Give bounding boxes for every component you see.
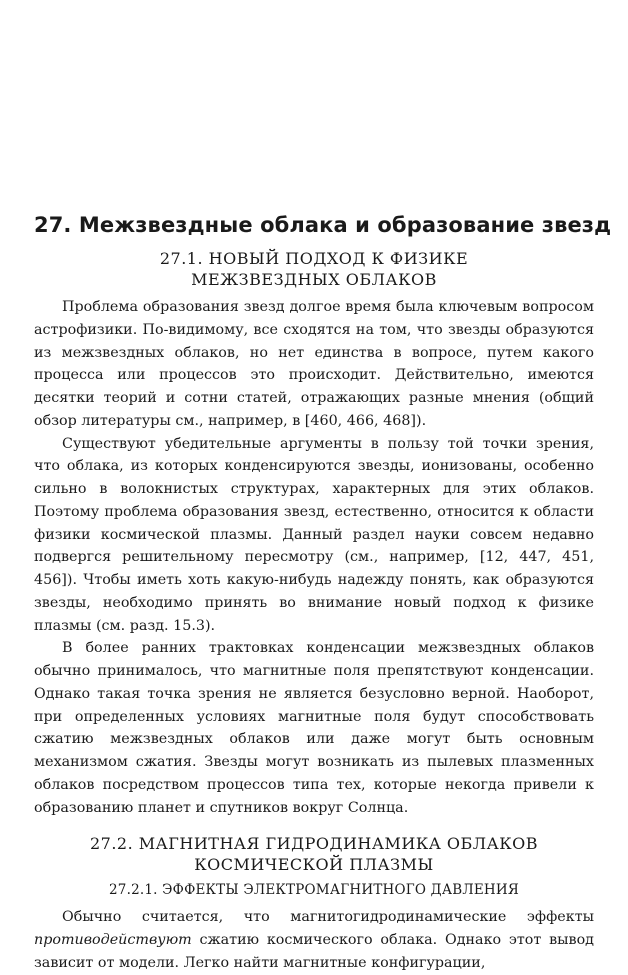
chapter-title: 27. Межзвездные облака и образование звезд bbox=[34, 213, 612, 237]
subsection-heading-27-2-1: 27.2.1. ЭФФЕКТЫ ЭЛЕКТРОМАГНИТНОГО ДАВЛЕНИЯ bbox=[109, 882, 519, 899]
section-heading-line: МЕЖЗВЕЗДНЫХ ОБЛАКОВ bbox=[191, 270, 437, 289]
section-heading-line: КОСМИЧЕСКОЙ ПЛАЗМЫ bbox=[194, 855, 434, 875]
section-heading-line: 27.2. МАГНИТНАЯ ГИДРОДИНАМИКА ОБЛАКОВ bbox=[89, 834, 539, 854]
section-heading-27-1 bbox=[34, 248, 594, 290]
body-paragraph: Существуют убедительные аргументы в пользу той точки зрения, что облака, из которых конденсируются звезды, ионизованы, особенно сильно в волокнистых структурах, характерных для этих облаков. Поэтому проблема образования звезд, естественно, относится к области физики космической плазмы. Данный раздел науки совсем недавно подвергся решительному пересмотру (см., например, [12, 447, 451, 456]). Чтобы иметь хоть какую-нибудь надежду понять, как образуются звезды, необходимо принять во внимание новый подход к физике плазмы (см. разд. 15.3). bbox=[34, 435, 594, 634]
section-heading-27-2 bbox=[34, 833, 594, 875]
body-paragraph bbox=[34, 906, 594, 974]
emphasized-word: противодействуют bbox=[34, 932, 192, 948]
body-paragraph: В более ранних трактовках конденсации межзвездных облаков обычно принималось, что магнитные поля препятствуют конденсации. Однако такая точка зрения не является безусловно верной. Наоборот, при определенных условиях магнитные поля будут способствовать сжатию межзвездных облаков или даже могут быть основным механизмом сжатия. Звезды могут возникать из пылевых плазменных облаков посредством процессов типа тех, которые некогда привели к образованию планет и спутников вокруг Солнца. bbox=[34, 640, 594, 816]
paragraph-text: сжатию космического облака. Однако этот вывод зависит от модели. Легко найти магнитные конфигурации, bbox=[34, 932, 594, 971]
book-page bbox=[34, 210, 612, 975]
body-paragraph: Проблема образования звезд долгое время была ключевым вопросом астрофизики. По-видимому, все сходятся на том, что звезды образуются из межзвездных облаков, но нет единства в вопросе, путем какого процесса или процессов это происходит. Действительно, имеются десятки теорий и сотни статей, отражающих разные мнения (общий обзор литературы см., например, в [460, 466, 468]). bbox=[34, 299, 594, 429]
section-heading-line: 27.1. НОВЫЙ ПОДХОД К ФИЗИКЕ bbox=[159, 249, 469, 268]
paragraph-text: Обычно считается, что магнитогидродинамические эффекты bbox=[62, 909, 594, 926]
